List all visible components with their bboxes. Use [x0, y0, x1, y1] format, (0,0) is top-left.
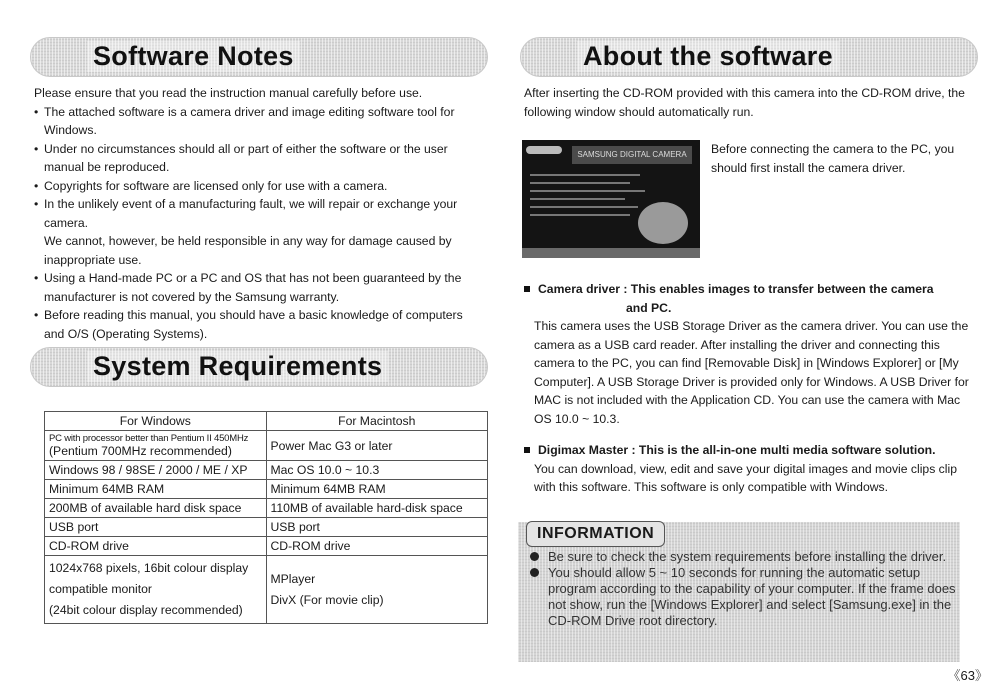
list-item	[34, 195, 486, 269]
software-notes-title: Software Notes	[87, 41, 300, 72]
digimax-section	[524, 441, 976, 497]
camera-driver-heading-text: Camera driver : This enables images to transfer between the camera	[538, 282, 934, 296]
table-cell: CD-ROM drive	[266, 537, 488, 556]
table-cell	[45, 431, 267, 461]
cell-line: (Pentium 700MHz recommended)	[49, 444, 232, 458]
list-item: • Under no circumstances should all or part of either the software or the user manual be reproduced.	[34, 140, 486, 177]
cell-line: DivX (For movie clip)	[270, 592, 384, 607]
menu-line	[530, 174, 640, 176]
requirements-table	[44, 411, 488, 624]
cell-line: compatible monitor	[49, 582, 152, 596]
col-windows-header: For Windows	[45, 412, 267, 431]
table-cell: Windows 98 / 98SE / 2000 / ME / XP	[45, 461, 267, 480]
table-row	[45, 499, 488, 518]
notes-list	[34, 103, 486, 344]
list-item: • Before reading this manual, you should have a basic knowledge of computers and O/S (Operating Systems).	[34, 306, 486, 343]
list-item: • The attached software is a camera driver and image editing software tool for Windows.	[34, 103, 486, 140]
digimax-body: You can download, view, edit and save your digital images and movie clips clip with this software. This software is only compatible with Windows.	[534, 461, 957, 494]
digimax-heading-text: Digimax Master : This is the all-in-one multi media software solution.	[538, 443, 936, 457]
col-mac-header: For Macintosh	[266, 412, 488, 431]
cell-line: 1024x768 pixels, 16bit colour display	[49, 561, 249, 575]
table-row	[45, 556, 488, 624]
table-row	[45, 537, 488, 556]
list-item: • Using a Hand-made PC or a PC and OS that has not been guaranteed by the manufacturer is not covered by the Samsung warranty.	[34, 269, 486, 306]
samsung-logo	[526, 146, 562, 154]
info-item-text: You should allow 5 ~ 10 seconds for running the automatic setup program according to the capability of your computer. If the frame does not show, run the [Windows Explorer] and select [Samsung.exe] in the CD-ROM Drive root directory.	[548, 565, 956, 628]
installer-header: SAMSUNG DIGITAL CAMERA	[572, 146, 692, 164]
info-item	[530, 565, 956, 629]
table-cell: Minimum 64MB RAM	[266, 480, 488, 499]
table-cell	[45, 556, 267, 624]
software-notes-body	[34, 84, 486, 343]
installer-screenshot	[522, 140, 700, 258]
list-item-text: In the unlikely event of a manufacturing fault, we will repair or exchange your camera.	[44, 197, 458, 230]
camera-driver-body: This camera uses the USB Storage Driver as the camera driver. You can use the camera as a USB card reader. After installing the driver and connecting this camera to the PC, you can find [Removable Disk] in [Windows Explorer] or [My Computer]. A USB Storage Driver is provided only for Windows. A USB Driver for MAC is not included with the Application CD. You can use the camera with Mac OS 10.0 ~ 10.3.	[534, 319, 969, 426]
menu-line	[530, 198, 625, 200]
table-cell: USB port	[45, 518, 267, 537]
table-cell: 110MB of available hard-disk space	[266, 499, 488, 518]
square-bullet-icon	[524, 447, 530, 453]
installer-status-bar	[522, 248, 700, 258]
info-item-text: Be sure to check the system requirements before installing the driver.	[548, 549, 947, 564]
table-row	[45, 518, 488, 537]
digimax-heading	[524, 441, 976, 460]
table-cell	[266, 556, 488, 624]
information-list	[530, 549, 956, 629]
table-row	[45, 431, 488, 461]
list-item: • Copyrights for software are licensed only for use with a camera.	[34, 177, 486, 196]
menu-line	[530, 214, 630, 216]
camera-driver-heading-cont: and PC.	[626, 300, 672, 315]
table-cell: 200MB of available hard disk space	[45, 499, 267, 518]
table-row	[45, 461, 488, 480]
table-cell: Minimum 64MB RAM	[45, 480, 267, 499]
table-header-row	[45, 412, 488, 431]
software-notes-banner	[30, 37, 488, 77]
cell-line: (24bit colour display recommended)	[49, 603, 243, 617]
page-number: 《63》	[947, 668, 988, 683]
notes-intro: Please ensure that you read the instruction manual carefully before use.	[34, 86, 423, 100]
table-cell: Power Mac G3 or later	[266, 431, 488, 461]
table-cell: Mac OS 10.0 ~ 10.3	[266, 461, 488, 480]
install-note: Before connecting the camera to the PC, you should first install the camera driver.	[711, 142, 955, 175]
cd-disc-graphic	[638, 202, 688, 244]
square-bullet-icon	[524, 286, 530, 292]
menu-line	[530, 182, 630, 184]
system-requirements-title: System Requirements	[87, 351, 388, 382]
about-intro: After inserting the CD-ROM provided with this camera into the CD-ROM drive, the following window should automatically run.	[524, 86, 965, 119]
menu-line	[530, 190, 645, 192]
camera-driver-section	[524, 280, 976, 428]
camera-driver-heading	[524, 280, 976, 299]
cell-line: MPlayer	[270, 571, 316, 586]
info-item	[530, 549, 956, 565]
cell-line: PC with processor better than Pentium II 450MHz	[49, 433, 249, 444]
bullet-dot-icon	[530, 552, 539, 561]
list-item-extra: We cannot, however, be held responsible in any way for damage caused by inappropriate use.	[44, 234, 452, 267]
table-row	[45, 480, 488, 499]
menu-line	[530, 206, 638, 208]
table-cell: USB port	[266, 518, 488, 537]
information-label: INFORMATION	[526, 521, 665, 547]
about-software-title: About the software	[577, 41, 839, 72]
bullet-dot-icon	[530, 568, 539, 577]
about-software-banner	[520, 37, 978, 77]
table-cell: CD-ROM drive	[45, 537, 267, 556]
system-requirements-banner	[30, 347, 488, 387]
